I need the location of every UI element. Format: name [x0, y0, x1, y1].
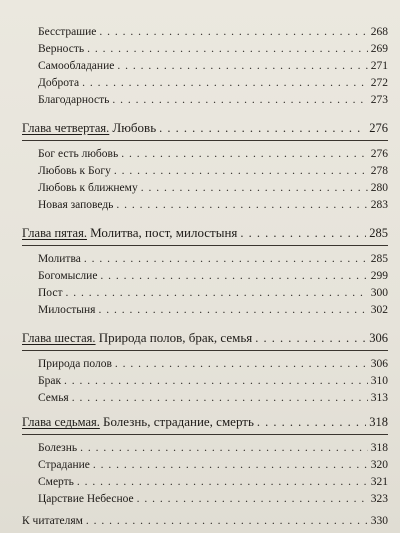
toc-entry-page: 321	[370, 476, 388, 488]
toc-entry[interactable]	[38, 181, 388, 195]
toc-entry-title: Милостыня	[38, 304, 96, 316]
leader-dots	[159, 121, 366, 135]
chapter-heading[interactable]	[22, 415, 388, 429]
leader-dots	[117, 59, 367, 73]
toc-entry-title: Смерть	[38, 476, 74, 488]
toc-entry-title: Семья	[38, 392, 69, 404]
chapter-heading[interactable]	[22, 121, 388, 135]
leader-dots	[121, 147, 368, 161]
chapter-heading[interactable]	[22, 226, 388, 240]
chapter-divider	[22, 434, 388, 435]
chapter-label	[22, 331, 252, 345]
toc-entry[interactable]	[38, 25, 388, 39]
leader-dots	[65, 286, 367, 300]
leader-dots	[255, 331, 366, 345]
leader-dots	[98, 303, 367, 317]
leader-dots	[72, 391, 368, 405]
toc-entry-page: 323	[370, 493, 388, 505]
chapter-label	[22, 121, 156, 135]
toc-entry-title: Любовь к Богу	[38, 165, 111, 177]
toc-entry-title: Новая заповедь	[38, 199, 114, 211]
leader-dots	[240, 226, 366, 240]
chapter-prefix: Глава шестая.	[22, 331, 96, 345]
toc-entry-title: Богомыслие	[38, 270, 98, 282]
chapter-label	[22, 226, 237, 240]
chapter-page: 306	[369, 331, 388, 345]
toc-entry-page: 306	[370, 358, 388, 370]
toc-entry[interactable]	[38, 147, 388, 161]
toc-entry-page: 283	[370, 199, 388, 211]
toc-entry-page: 269	[370, 43, 388, 55]
toc-entry-page: 320	[370, 459, 388, 471]
chapter-page: 318	[369, 415, 388, 429]
leader-dots	[99, 25, 367, 39]
toc-entry[interactable]	[38, 441, 388, 455]
toc-entry-title: Верность	[38, 43, 85, 55]
toc-entry-page: 272	[370, 77, 388, 89]
toc-entry[interactable]	[38, 492, 388, 506]
chapter-prefix: Глава четвертая.	[22, 121, 110, 135]
leader-dots	[112, 93, 367, 107]
chapter-title: Болезнь, страдание, смерть	[103, 414, 254, 429]
toc-entry[interactable]	[38, 164, 388, 178]
chapter-page: 276	[369, 121, 388, 135]
toc-entry-page: 280	[370, 182, 388, 194]
toc-entry-title: Самообладание	[38, 60, 115, 72]
toc-entry-title: Природа полов	[38, 358, 112, 370]
leader-dots	[64, 374, 368, 388]
toc-entry-page: 330	[370, 515, 388, 527]
leader-dots	[114, 164, 368, 178]
toc-entry-page: 299	[370, 270, 388, 282]
toc-entry[interactable]	[38, 269, 388, 283]
leader-dots	[86, 514, 368, 528]
chapter-title: Молитва, пост, милостыня	[90, 225, 238, 240]
toc-entry-title: Благодарность	[38, 94, 110, 106]
chapter-heading[interactable]	[22, 331, 388, 345]
toc-entry-page: 313	[370, 392, 388, 404]
toc-entry-page: 271	[370, 60, 388, 72]
chapter-page: 285	[369, 226, 388, 240]
toc-entry-page: 285	[370, 253, 388, 265]
toc-entry[interactable]	[38, 357, 388, 371]
leader-dots	[93, 458, 368, 472]
toc-entry[interactable]	[38, 198, 388, 212]
toc-entry[interactable]	[38, 252, 388, 266]
leader-dots	[257, 415, 366, 429]
toc-entry-title: К читателям	[22, 515, 83, 527]
toc-entry[interactable]	[38, 374, 388, 388]
toc-entry[interactable]	[38, 458, 388, 472]
chapter-divider	[22, 140, 388, 141]
toc-entry-title: Бесстрашие	[38, 26, 97, 38]
toc-entry[interactable]	[38, 286, 388, 300]
toc-entry-title: Болезнь	[38, 442, 78, 454]
toc-entry-title: Доброта	[38, 77, 80, 89]
toc-entry-page: 300	[370, 287, 388, 299]
leader-dots	[137, 492, 368, 506]
leader-dots	[84, 252, 368, 266]
toc-entry-title: Царствие Небесное	[38, 493, 134, 505]
toc-entry[interactable]	[38, 475, 388, 489]
toc-entry[interactable]	[38, 59, 388, 73]
toc-entry[interactable]	[38, 303, 388, 317]
leader-dots	[87, 42, 368, 56]
chapter-divider	[22, 245, 388, 246]
toc-entry-page: 268	[370, 26, 388, 38]
leader-dots	[82, 76, 368, 90]
toc-entry-page: 273	[370, 94, 388, 106]
toc-entry-readers[interactable]	[22, 514, 388, 528]
toc-entry-title: Пост	[38, 287, 63, 299]
toc-entry-page: 310	[370, 375, 388, 387]
leader-dots	[116, 198, 367, 212]
toc-entry-title: Брак	[38, 375, 62, 387]
toc-entry[interactable]	[38, 42, 388, 56]
toc-entry-title: Молитва	[38, 253, 81, 265]
chapter-title: Любовь	[112, 120, 157, 135]
toc-entry-title: Страдание	[38, 459, 90, 471]
chapter-title: Природа полов, брак, семья	[98, 330, 253, 345]
toc-entry-page: 276	[370, 148, 388, 160]
chapter-divider	[22, 350, 388, 351]
chapter-label	[22, 415, 254, 429]
toc-entry-page: 302	[370, 304, 388, 316]
leader-dots	[115, 357, 368, 371]
toc-entry[interactable]	[38, 391, 388, 405]
chapter-prefix: Глава седьмая.	[22, 415, 100, 429]
toc-entry-title: Бог есть любовь	[38, 148, 119, 160]
leader-dots	[100, 269, 367, 283]
leader-dots	[141, 181, 368, 195]
toc-entry-title: Любовь к ближнему	[38, 182, 138, 194]
chapter-prefix: Глава пятая.	[22, 226, 87, 240]
leader-dots	[77, 475, 368, 489]
toc-entry[interactable]	[38, 93, 388, 107]
toc-entry-page: 278	[370, 165, 388, 177]
toc-entry[interactable]	[38, 76, 388, 90]
toc-entry-page: 318	[370, 442, 388, 454]
leader-dots	[80, 441, 368, 455]
